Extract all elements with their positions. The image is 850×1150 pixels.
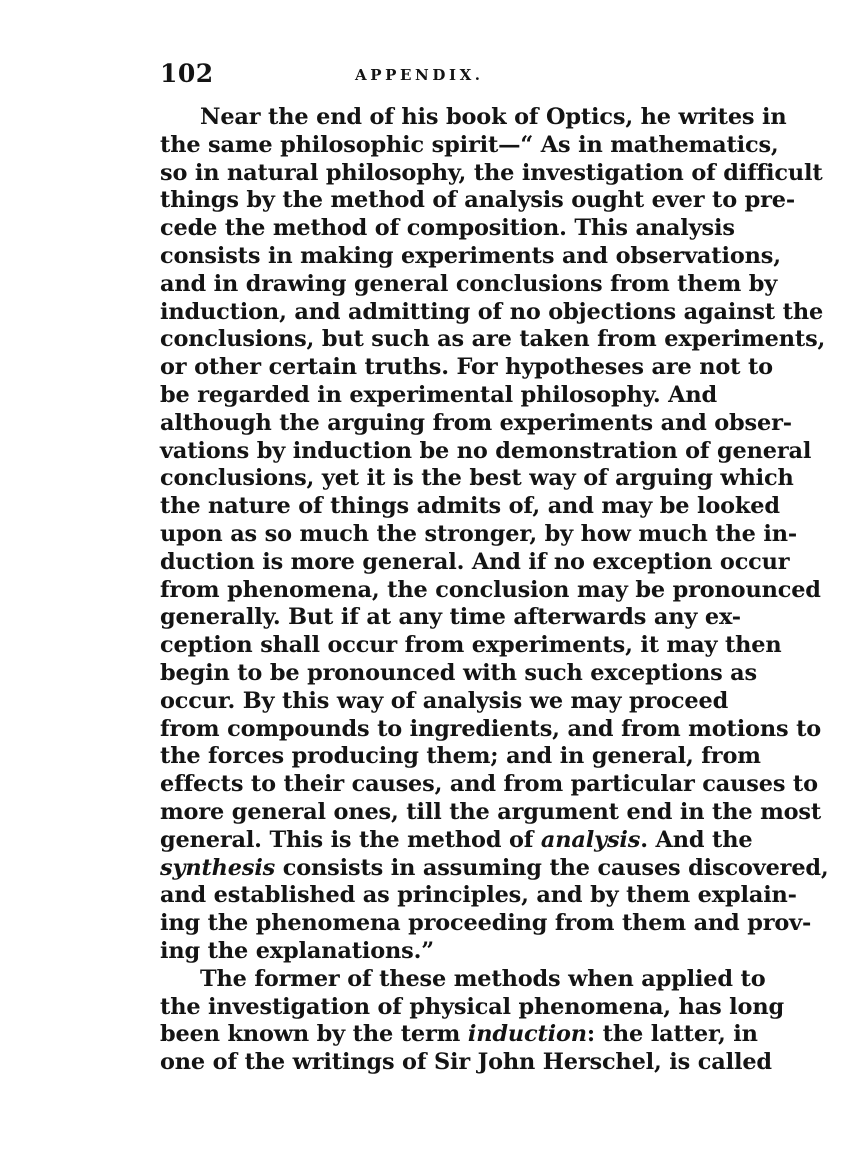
text-segment: . And the [640,826,753,853]
text-line: induction, and admitting of no objections against the [160,298,824,325]
italic-term: induction [467,1021,587,1048]
text-line: upon as so much the stronger, by how much the in- [160,520,797,547]
text-line: the forces producing them; and in general, from [160,743,761,770]
text-line: conclusions, yet it is the best way of arguing which [160,465,794,492]
text-line: duction is more general. And if no exception occur [160,548,790,575]
text-line: Near the end of his book of Optics, he writes in [200,104,787,130]
text-line [160,1021,758,1049]
text-line: conclusions, but such as are taken from experiments, [160,326,826,353]
text-segment: general. This is the method of [160,826,541,853]
text-line: and established as principles, and by them explain- [160,882,797,909]
running-head: APPENDIX. [355,66,484,84]
text-line: be regarded in experimental philosophy. And [160,381,718,408]
text-line: consists in making experiments and observations, [160,242,781,269]
text-line: the same philosophic spirit—“ As in mathematics, [160,131,779,158]
text-line: so in natural philosophy, the investigation of difficult [160,159,823,186]
text-segment: been known by the term [160,1021,468,1048]
text-line: things by the method of analysis ought ever to pre- [160,187,796,214]
italic-term: analysis [540,826,641,853]
page-number: 102 [160,59,214,88]
text-line: ception shall occur from experiments, it may then [160,632,782,659]
italic-term: synthesis [160,854,276,881]
text-line: the investigation of physical phenomena, has long [160,993,784,1020]
text-line: or other certain truths. For hypotheses are not to [160,354,773,381]
text-line: although the arguing from experiments and obser- [160,409,792,436]
text-line [160,826,753,855]
text-line: from compounds to ingredients, and from motions to [160,715,822,742]
text-line: one of the writings of Sir John Herschel, is called [160,1049,772,1076]
text-line: ing the phenomena proceeding from them and prov- [160,910,812,937]
text-line: effects to their causes, and from particular causes to [160,771,818,798]
text-line: vations by induction be no demonstration of general [160,437,812,464]
text-line: The former of these methods when applied to [200,965,766,992]
text-line: the nature of things admits of, and may be looked [160,493,780,520]
text-line: from phenomena, the conclusion may be pronounced [160,576,821,603]
body-text [160,104,829,1077]
text-line: more general ones, till the argument end in the most [160,798,822,825]
text-line: generally. But if at any time afterwards any ex- [160,604,741,631]
text-line: occur. By this way of analysis we may proceed [160,687,729,714]
text-line: cede the method of composition. This analysis [160,215,735,242]
text-line: ing the explanations.” [160,937,434,964]
page-header [160,56,700,96]
text-line: and in drawing general conclusions from them by [160,270,778,297]
text-line [160,854,829,883]
text-segment: consists in assuming the causes discovered, [275,854,829,881]
text-line: begin to be pronounced with such exceptions as [160,659,757,686]
text-segment: : the latter, in [586,1021,758,1048]
